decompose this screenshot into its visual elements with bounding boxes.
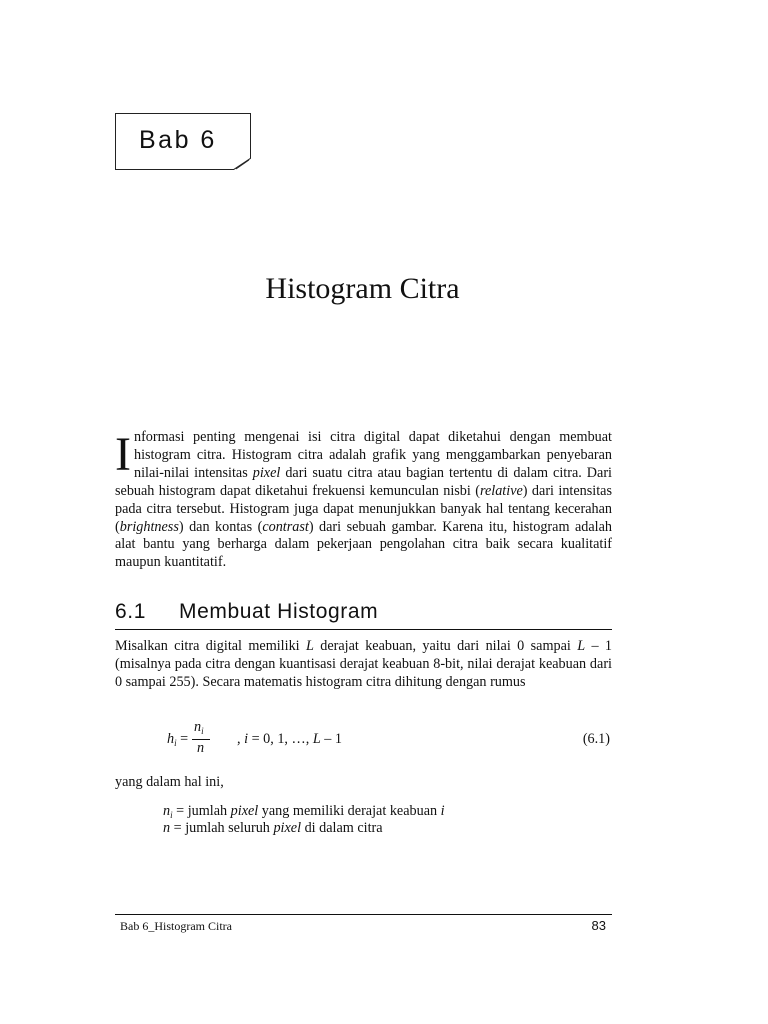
section-number: 6.1 — [115, 600, 146, 623]
def-text: di dalam citra — [301, 820, 383, 836]
formula-numerator — [194, 719, 204, 736]
intro-text: ) dan kontas ( — [178, 518, 263, 535]
section-title: Membuat Histogram — [179, 600, 379, 623]
footer-chapter-title: Bab 6_Histogram Citra — [120, 919, 232, 933]
equation-6-1 — [167, 719, 612, 763]
def-var: n — [163, 820, 171, 836]
term-contrast: contrast — [262, 518, 309, 535]
definition-item — [163, 803, 445, 820]
formula-denominator — [197, 740, 204, 757]
drop-cap-letter: I — [115, 428, 131, 481]
var-i: i — [244, 731, 249, 747]
section-divider — [115, 629, 612, 630]
intro-text: dari suatu citra atau bagian tertentu di dalam citra. Dari sebuah histogram dapat diketahui frekuensi kemunculan nisbi ( — [115, 464, 612, 499]
term-pixel: pixel — [273, 820, 302, 836]
section-text: derajat keabuan, yaitu dari nilai 0 sampai — [313, 638, 578, 654]
var-L: L — [577, 638, 586, 654]
formula-condition — [237, 731, 342, 748]
intro-text: ) dari intensitas pada citra tersebut. Histogram juga dapat menunjukkan banyak hal tentang kecerahan ( — [115, 482, 612, 535]
formula-lhs — [167, 731, 188, 748]
term-pixel: pixel — [252, 464, 281, 481]
def-text: = jumlah — [172, 803, 231, 819]
def-text: = jumlah seluruh — [170, 820, 274, 836]
intro-text: nformasi penting mengenai isi citra digital dapat diketahui dengan membuat histogram citra. Histogram citra adalah grafik yang menggambarkan penyebaran nilai-nilai intensitas — [133, 429, 612, 481]
cond-text: , — [237, 731, 245, 747]
where-text: yang dalam hal ini, — [115, 774, 224, 790]
equation-number: (6.1) — [582, 731, 610, 747]
section-text: Misalkan citra digital memiliki — [115, 638, 306, 654]
chapter-title: Histogram Citra — [265, 272, 460, 305]
intro-text: ) dari sebuah gambar. Karena itu, histogram adalah alat bantu yang berharga dalam pekerjaan pengolahan citra baik secara kualitatif maupun kuantitatif. — [115, 518, 612, 571]
def-var: n — [163, 803, 171, 819]
page-number: 83 — [591, 918, 606, 933]
chapter-label-box — [115, 113, 251, 170]
term-pixel: pixel — [230, 803, 259, 819]
folded-corner-icon — [233, 158, 251, 170]
definition-item — [163, 820, 383, 837]
section-paragraph — [115, 638, 612, 692]
cond-text: – 1 — [320, 731, 342, 747]
def-text: yang memiliki derajat keabuan — [258, 803, 441, 819]
var-h: h — [167, 731, 175, 747]
var-L: L — [305, 638, 314, 654]
def-sub: i — [170, 810, 173, 820]
intro-paragraph — [115, 429, 612, 572]
term-brightness: brightness — [119, 518, 179, 535]
def-var: i — [440, 803, 445, 819]
equals-sign: = — [176, 731, 189, 747]
cond-text: = 0, 1, …, — [248, 731, 313, 747]
var-L: L — [312, 731, 321, 747]
footer-divider — [115, 914, 612, 915]
sub-i: i — [174, 738, 177, 748]
section-text: – 1 (misalnya pada citra dengan kuantisasi derajat keabuan 8-bit, nilai derajat keabuan dari 0 sampai 255). Secara matematis histogram citra dihitung dengan rumus — [115, 638, 613, 690]
sub-i: i — [201, 726, 204, 736]
var-n: n — [194, 719, 202, 735]
var-n: n — [197, 740, 205, 756]
section-heading — [115, 600, 612, 624]
term-relative: relative — [479, 482, 523, 499]
chapter-label: Bab 6 — [139, 126, 217, 154]
